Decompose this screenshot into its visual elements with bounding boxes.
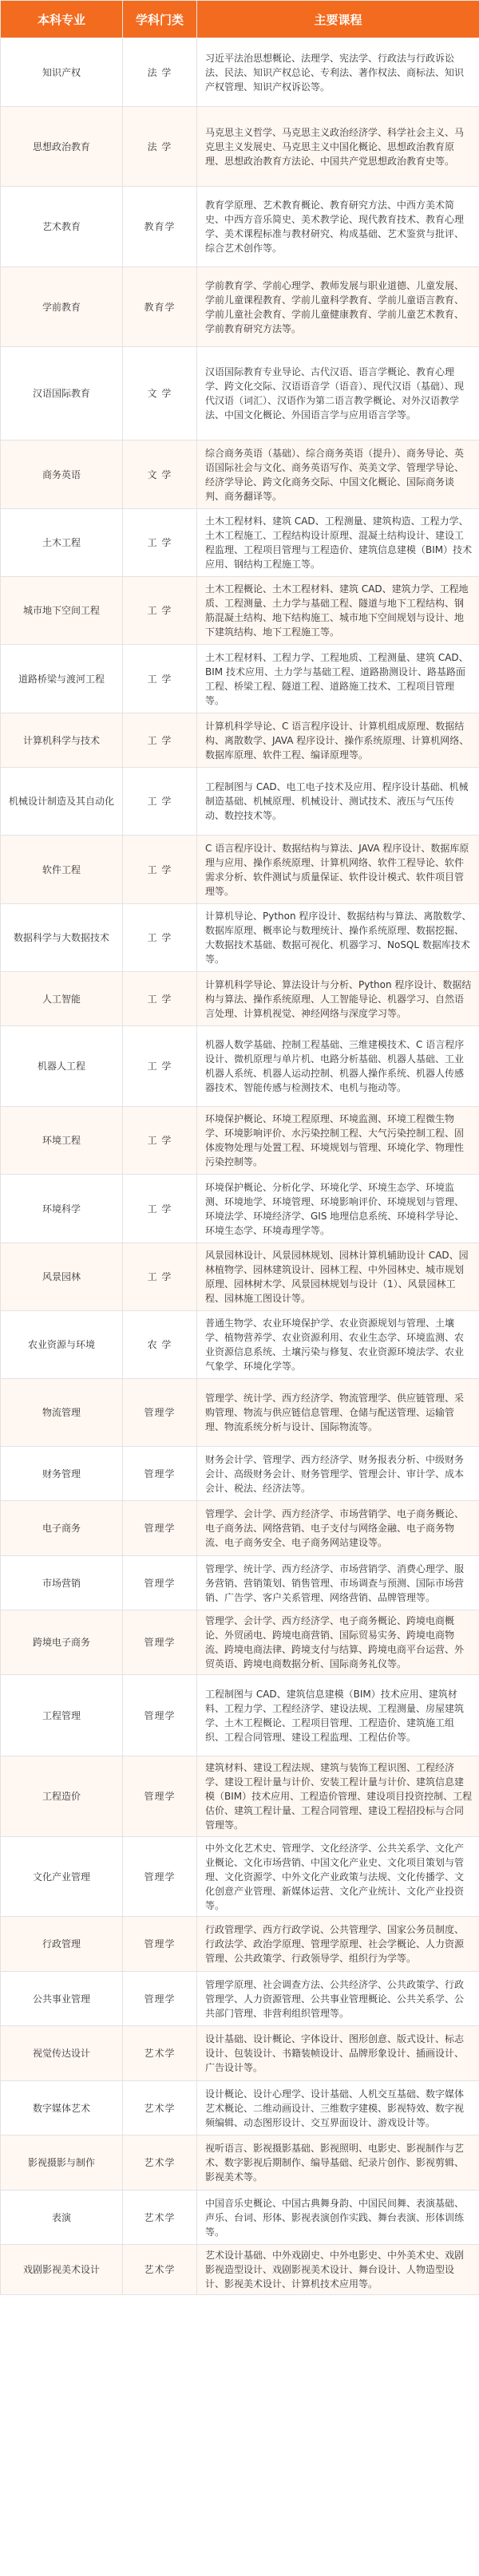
- category-cell: 管理学: [123, 1447, 197, 1501]
- table-row: [1, 2191, 479, 2245]
- major-cell: 视觉传达设计: [1, 2026, 123, 2081]
- category-cell: 管理学: [123, 1379, 197, 1447]
- courses-cell: 环境保护概论、分析化学、环境化学、环境生态学、环境监测、环境地学、环境管理、环境影响评价、环境规划与管理、环境法学、环境经济学、GIS 地理信息系统、环境科学导论、环境生态学、环境毒理学等。: [197, 1175, 479, 1243]
- courses-cell: 普通生物学、农业环境保护学、农业资源规划与管理、土壤学、植物营养学、农业资源利用、农业生态学、环境监测、农业资源信息系统、土壤污染与修复、农业资源环境法学、农业气象学、环境化学等。: [197, 1311, 479, 1379]
- category-cell: 管理学: [123, 1917, 197, 1972]
- courses-cell: 工程制图与 CAD、建筑信息建模（BIM）技术应用、建筑材料、工程力学、工程经济学、建设法规、工程测量、房屋建筑学、土木工程概论、工程项目管理、工程造价、建筑施工组织、工程合同管理、建设工程监理、工程估价等。: [197, 1675, 479, 1756]
- category-cell: 工 学: [123, 1175, 197, 1243]
- category-cell: 管理学: [123, 1556, 197, 1610]
- table-row: [1, 107, 479, 187]
- category-cell: 文 学: [123, 347, 197, 441]
- table-row: [1, 1501, 479, 1556]
- major-cell: 财务管理: [1, 1447, 123, 1501]
- major-cell: 工程管理: [1, 1675, 123, 1756]
- courses-cell: 教育学原理、艺术教育概论、教育研究方法、中西方美术简史、中西方音乐简史、美术教学论、现代教育技术、教育心理学、美术课程标准与教材研究、构成基础、艺术鉴赏与批评、综合艺术创作等。: [197, 187, 479, 267]
- major-cell: 农业资源与环境: [1, 1311, 123, 1379]
- major-cell: 道路桥梁与渡河工程: [1, 645, 123, 713]
- courses-cell: 土木工程材料、工程力学、工程地质、工程测量、建筑 CAD、BIM 技术应用、土力学与基础工程、道路勘测设计、路基路面工程、桥梁工程、隧道工程、道路施工技术、工程项目管理等。: [197, 645, 479, 713]
- header-row: [1, 1, 479, 38]
- courses-cell: 汉语国际教育专业导论、古代汉语、语言学概论、教育心理学、跨文化交际、汉语语音学（语音）、现代汉语（基础）、现代汉语（词汇）、汉语作为第二语言教学概论、对外汉语教学法、中国文化概论、外国语言学与应用语言学等。: [197, 347, 479, 441]
- major-cell: 戏剧影视美术设计: [1, 2245, 123, 2295]
- courses-cell: 中外文化艺术史、管理学、文化经济学、公共关系学、文化产业概论、文化市场营销、中国文化产业史、文化项目策划与管理、文化资源学、中外文化产业政策与法规、文化传播学、文化创意产业管理、新媒体运营、文化产业统计、文化产业投资等。: [197, 1837, 479, 1917]
- table-row: [1, 904, 479, 972]
- table-row: [1, 836, 479, 904]
- courses-cell: 综合商务英语（基础）、综合商务英语（提升）、商务导论、英语国际社会与文化、商务英语写作、英美文学、管理学导论、经济学导论、跨文化商务交际、中国文化概论、国际商务谈判、商务翻译等。: [197, 441, 479, 509]
- courses-cell: 管理学、会计学、西方经济学、市场营销学、电子商务概论、电子商务法、网络营销、电子支付与网络金融、电子商务物流、电子商务安全、电子商务网站建设等。: [197, 1501, 479, 1556]
- table-row: [1, 1379, 479, 1447]
- category-cell: 艺术学: [123, 2135, 197, 2191]
- courses-cell: 财务会计学、管理学、西方经济学、财务报表分析、中级财务会计、高级财务会计、财务管理学、管理会计、审计学、成本会计、税法、经济法等。: [197, 1447, 479, 1501]
- table-row: [1, 1107, 479, 1175]
- courses-cell: 中国音乐史概论、中国古典舞身韵、中国民间舞、表演基础、声乐、台词、形体、影视表演创作实践、舞台表演、形体训练等。: [197, 2191, 479, 2245]
- major-cell: 文化产业管理: [1, 1837, 123, 1917]
- table-row: [1, 2245, 479, 2295]
- major-cell: 环境科学: [1, 1175, 123, 1243]
- major-cell: 软件工程: [1, 836, 123, 904]
- courses-cell: 行政管理学、西方行政学说、公共管理学、国家公务员制度、行政法学、政治学原理、管理学原理、社会学概论、人力资源管理、公共政策学、行政领导学、组织行为学等。: [197, 1917, 479, 1972]
- courses-cell: 机器人数学基础、控制工程基础、三维建模技术、C 语言程序设计、微机原理与单片机、电路分析基础、机器人基础、工业机器人系统、机器人运动控制、机器人操作系统、机器人传感器技术、智能传感与检测技术、电机与拖动等。: [197, 1026, 479, 1107]
- category-cell: 艺术学: [123, 2081, 197, 2135]
- courses-cell: 习近平法治思想概论、法理学、宪法学、行政法与行政诉讼法、民法、知识产权总论、专利法、著作权法、商标法、知识产权管理、知识产权诉讼等。: [197, 38, 479, 107]
- category-cell: 管理学: [123, 1501, 197, 1556]
- category-cell: 文 学: [123, 441, 197, 509]
- table-row: [1, 187, 479, 267]
- courses-cell: 工程制图与 CAD、电工电子技术及应用、程序设计基础、机械制造基础、机械原理、机械设计、测试技术、液压与气压传动、数控技术等。: [197, 768, 479, 836]
- table-row: [1, 1917, 479, 1972]
- table-row: [1, 1675, 479, 1756]
- major-cell: 人工智能: [1, 972, 123, 1026]
- category-cell: 工 学: [123, 713, 197, 768]
- major-cell: 机器人工程: [1, 1026, 123, 1107]
- table-row: [1, 1610, 479, 1675]
- table-row: [1, 577, 479, 645]
- table-row: [1, 1243, 479, 1311]
- category-cell: 艺术学: [123, 2245, 197, 2295]
- table-row: [1, 38, 479, 107]
- major-cell: 艺术教育: [1, 187, 123, 267]
- table-row: [1, 1026, 479, 1107]
- header-courses: 主要课程: [197, 1, 479, 38]
- courses-cell: 管理学、统计学、西方经济学、市场营销学、消费心理学、服务营销、营销策划、销售管理、市场调查与预测、国际市场营销、广告学、客户关系管理、网络营销、品牌管理等。: [197, 1556, 479, 1610]
- table-row: [1, 2026, 479, 2081]
- category-cell: 法 学: [123, 107, 197, 187]
- courses-cell: 计算机科学导论、C 语言程序设计、计算机组成原理、数据结构、离散数学、JAVA 程序设计、操作系统原理、计算机网络、数据库原理、软件工程、编译原理等。: [197, 713, 479, 768]
- major-cell: 商务英语: [1, 441, 123, 509]
- category-cell: 法 学: [123, 38, 197, 107]
- major-cell: 知识产权: [1, 38, 123, 107]
- courses-cell: 管理学、会计学、西方经济学、电子商务概论、跨境电商概论、外贸函电、跨境电商营销、国际贸易实务、跨境电商物流、跨境电商法律、跨境支付与结算、跨境电商平台运营、外贸英语、跨境电商数据分析、国际商务礼仪等。: [197, 1610, 479, 1675]
- table-row: [1, 1447, 479, 1501]
- category-cell: 工 学: [123, 577, 197, 645]
- major-cell: 学前教育: [1, 267, 123, 347]
- courses-cell: 设计基础、设计概论、字体设计、图形创意、版式设计、标志设计、包装设计、书籍装帧设计、品牌形象设计、插画设计、广告设计等。: [197, 2026, 479, 2081]
- table-row: [1, 972, 479, 1026]
- courses-cell: 设计概论、设计心理学、设计基础、人机交互基础、数字媒体艺术概论、二维动画设计、三维数字建模、影视特效、数字视频编辑、动态图形设计、交互界面设计、游戏设计等。: [197, 2081, 479, 2135]
- table-row: [1, 347, 479, 441]
- category-cell: 管理学: [123, 1972, 197, 2026]
- header-category: 学科门类: [123, 1, 197, 38]
- table-row: [1, 1556, 479, 1610]
- table-row: [1, 509, 479, 577]
- category-cell: 艺术学: [123, 2191, 197, 2245]
- major-cell: 城市地下空间工程: [1, 577, 123, 645]
- major-cell: 计算机科学与技术: [1, 713, 123, 768]
- major-cell: 思想政治教育: [1, 107, 123, 187]
- category-cell: 管理学: [123, 1837, 197, 1917]
- table-row: [1, 1756, 479, 1837]
- category-cell: 工 学: [123, 768, 197, 836]
- major-cell: 跨境电子商务: [1, 1610, 123, 1675]
- category-cell: 管理学: [123, 1610, 197, 1675]
- table-row: [1, 441, 479, 509]
- table-row: [1, 645, 479, 713]
- major-cell: 工程造价: [1, 1756, 123, 1837]
- table-row: [1, 2135, 479, 2191]
- header-major: 本科专业: [1, 1, 123, 38]
- courses-cell: 学前教育学、学前心理学、教师发展与职业道德、儿童发展、学前儿童课程教育、学前儿童科学教育、学前儿童语言教育、学前儿童社会教育、学前儿童健康教育、学前儿童艺术教育、学前教育研究方法等。: [197, 267, 479, 347]
- courses-cell: 管理学、统计学、西方经济学、物流管理学、供应链管理、采购管理、物流与供应链信息管理、仓储与配送管理、运输管理、物流系统分析与设计、国际物流等。: [197, 1379, 479, 1447]
- table-body: [1, 38, 479, 2295]
- category-cell: 艺术学: [123, 2026, 197, 2081]
- courses-cell: 计算机导论、Python 程序设计、数据结构与算法、离散数学、数据库原理、概率论与数理统计、操作系统原理、数据挖掘、大数据技术基础、数据可视化、机器学习、NoSQL 数据库技术等。: [197, 904, 479, 972]
- courses-cell: 土木工程材料、建筑 CAD、工程测量、建筑构造、工程力学、土木工程施工、工程结构设计原理、混凝土结构设计、建设工程监理、工程项目管理与工程造价、建筑信息建模（BIM）技术应用、钢结构工程施工等。: [197, 509, 479, 577]
- courses-cell: 计算机科学导论、算法设计与分析、Python 程序设计、数据结构与算法、操作系统原理、人工智能导论、机器学习、自然语言处理、计算机视觉、神经网络与深度学习等。: [197, 972, 479, 1026]
- major-cell: 数字媒体艺术: [1, 2081, 123, 2135]
- major-cell: 表演: [1, 2191, 123, 2245]
- category-cell: 工 学: [123, 1026, 197, 1107]
- category-cell: 工 学: [123, 972, 197, 1026]
- major-cell: 风景园林: [1, 1243, 123, 1311]
- table-row: [1, 1175, 479, 1243]
- category-cell: 工 学: [123, 1243, 197, 1311]
- courses-cell: 马克思主义哲学、马克思主义政治经济学、科学社会主义、马克思主义发展史、马克思主义中国化概论、思想政治教育原理、思想政治教育方法论、中国共产党思想政治教育史等。: [197, 107, 479, 187]
- major-cell: 市场营销: [1, 1556, 123, 1610]
- category-cell: 工 学: [123, 509, 197, 577]
- category-cell: 农 学: [123, 1311, 197, 1379]
- table-row: [1, 2081, 479, 2135]
- table-row: [1, 768, 479, 836]
- table-row: [1, 1311, 479, 1379]
- category-cell: 管理学: [123, 1675, 197, 1756]
- category-cell: 工 学: [123, 1107, 197, 1175]
- major-cell: 环境工程: [1, 1107, 123, 1175]
- courses-cell: 环境保护概论、环境工程原理、环境监测、环境工程微生物学、环境影响评价、水污染控制工程、大气污染控制工程、固体废物处理与处置工程、环境规划与管理、环境化学、物理性污染控制等。: [197, 1107, 479, 1175]
- table-row: [1, 267, 479, 347]
- courses-cell: 风景园林设计、风景园林规划、园林计算机辅助设计 CAD、园林植物学、园林建筑设计、园林工程、中外园林史、城市规划原理、园林树木学、风景园林规划与设计（1）、风景园林工程、园林施工图设计等。: [197, 1243, 479, 1311]
- table-row: [1, 713, 479, 768]
- courses-cell: 管理学原理、社会调查方法、公共经济学、公共政策学、行政管理学、人力资源管理、公共事业管理概论、公共关系学、公共部门管理、非营利组织管理等。: [197, 1972, 479, 2026]
- courses-cell: 艺术设计基础、中外戏剧史、中外电影史、中外美术史、戏剧影视造型设计、戏剧影视美术设计、舞台设计、人物造型设计、影视美术设计、计算机技术应用等。: [197, 2245, 479, 2295]
- major-cell: 行政管理: [1, 1917, 123, 1972]
- major-cell: 影视摄影与制作: [1, 2135, 123, 2191]
- category-cell: 工 学: [123, 645, 197, 713]
- table-row: [1, 1837, 479, 1917]
- category-cell: 教育学: [123, 267, 197, 347]
- major-cell: 机械设计制造及其自动化: [1, 768, 123, 836]
- major-cell: 电子商务: [1, 1501, 123, 1556]
- major-cell: 物流管理: [1, 1379, 123, 1447]
- courses-cell: 土木工程概论、土木工程材料、建筑 CAD、建筑力学、工程地质、工程测量、土力学与基础工程、隧道与地下工程结构、钢筋混凝土结构、地下结构施工、城市地下空间规划与设计、地下建筑结构、地下工程施工等。: [197, 577, 479, 645]
- courses-cell: 视听语言、影视摄影基础、影视照明、电影史、影视制作与艺术、数字影视后期制作、编导基础、纪录片创作、影视剪辑、影视美术等。: [197, 2135, 479, 2191]
- major-cell: 公共事业管理: [1, 1972, 123, 2026]
- major-cell: 数据科学与大数据技术: [1, 904, 123, 972]
- major-cell: 土木工程: [1, 509, 123, 577]
- courses-cell: 建筑材料、建设工程法规、建筑与装饰工程识图、工程经济学、建设工程计量与计价、安装工程计量与计价、建筑信息建模（BIM）技术应用、工程造价管理、建设项目投资控制、工程估价、建筑工程计量、工程合同管理、建设工程招投标与合同管理等。: [197, 1756, 479, 1837]
- category-cell: 工 学: [123, 904, 197, 972]
- table-row: [1, 1972, 479, 2026]
- category-cell: 教育学: [123, 187, 197, 267]
- category-cell: 管理学: [123, 1756, 197, 1837]
- major-cell: 汉语国际教育: [1, 347, 123, 441]
- courses-cell: C 语言程序设计、数据结构与算法、JAVA 程序设计、数据库原理与应用、操作系统原理、计算机网络、软件工程导论、软件需求分析、软件测试与质量保证、软件设计模式、软件项目管理等。: [197, 836, 479, 904]
- category-cell: 工 学: [123, 836, 197, 904]
